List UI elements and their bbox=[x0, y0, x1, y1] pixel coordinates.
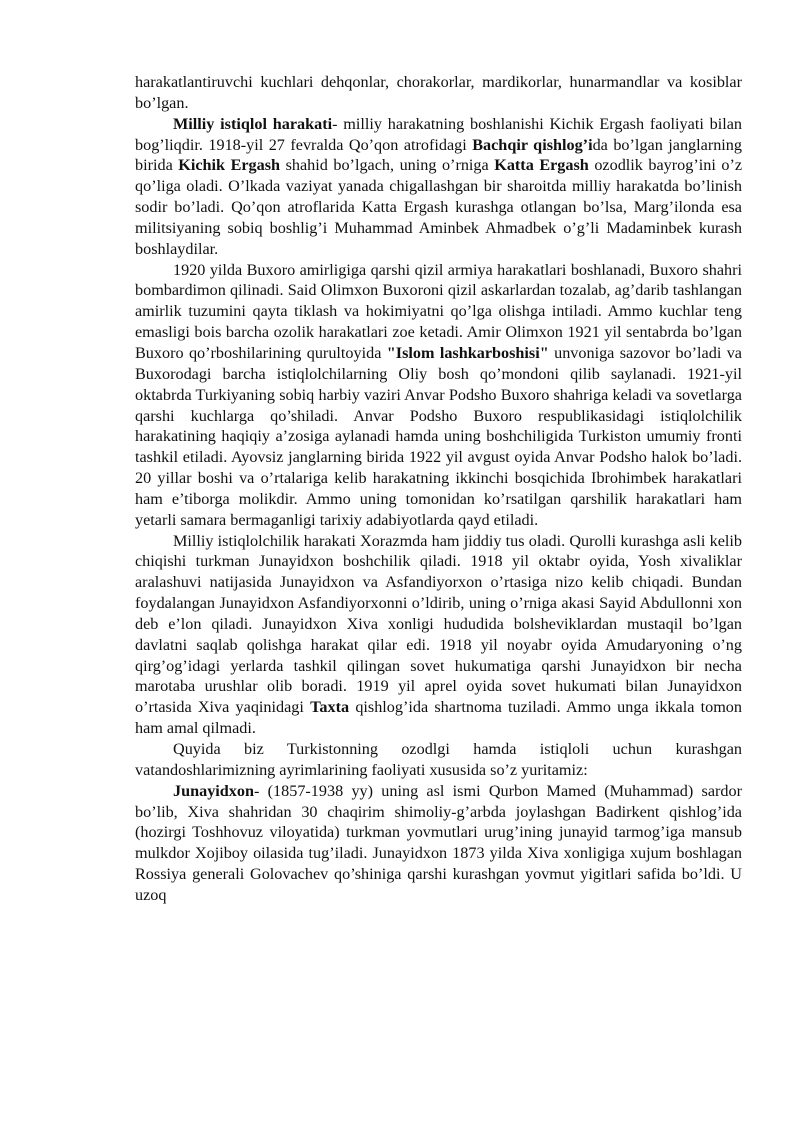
paragraph-text: ozodlik bayrog’ini o’z qo’liga oladi. O’lkada vaziyat yanada chigallashgan bir sharoitda milliy harakatda bo’linish sodir bo’ladi. Qo’qon atroflarida Katta Ergash kurashga otlangan bo’lsa, Marg’ilonda esa militsiyaning sobiq boshlig’i Muhammad Aminbek Ahmadbek o’g’li Madaminbek kurash boshlaydilar. bbox=[135, 156, 743, 258]
paragraph bbox=[135, 739, 742, 781]
paragraph bbox=[135, 781, 742, 906]
paragraph bbox=[135, 531, 742, 739]
bold-term: Kichik Ergash bbox=[178, 156, 281, 175]
bold-term: Milliy istiqlol harakati bbox=[173, 114, 333, 133]
paragraph bbox=[135, 260, 742, 531]
paragraph bbox=[135, 114, 742, 260]
paragraph-text: qishlog’ida shartnoma tuziladi. Ammo unga ikkala tomon ham amal qilmadi. bbox=[135, 698, 742, 738]
bold-term: Taxta bbox=[310, 698, 350, 717]
paragraph-text: da bo’lgan janglarning birida bbox=[135, 135, 742, 175]
paragraph-text: harakatlantiruvchi kuchlari dehqonlar, chorakorlar, mardikorlar, hunarmandlar va kosiblar bo’lgan. bbox=[135, 73, 742, 112]
bold-term: Bachqir qishlog’i bbox=[472, 135, 593, 154]
paragraph-text: - (1857-1938 yy) uning asl ismi Qurbon Mamed (Muhammad) sardor bo’lib, Xiva shahridan 30 chaqirim shimoliy-g’arbda joylashgan Badirkent qishlog’ida (hozirgi Toshhovuz viloyatida) turkman yovmutlari urug’ining junayid tarmog’iga mansub mulkdor Xojiboy oilasida tug’iladi. Junayidxon 1873 yilda Xiva xonligiga xujum boshlagan Rossiya generali Golovachev qo’shiniga qarshi kurashgan yovmut yigitlari safida bo’ldi. U uzoq bbox=[135, 781, 742, 904]
document-body bbox=[135, 72, 742, 906]
bold-term: Junayidxon bbox=[173, 781, 254, 800]
paragraph-text: Quyida biz Turkistonning ozodlgi hamda istiqloli uchun kurashgan vatandoshlarimizning ayrimlarining faoliyati xususida so’z yuritamiz: bbox=[135, 740, 742, 779]
paragraph-text: unvoniga sazovor bo’ladi va Buxorodagi barcha istiqlolchilarning Oliy bosh qo’mondoni qilib saylanadi. 1921-yil oktabrda Turkiyaning sobiq harbiy vaziri Anvar Podsho Buxoro shahriga keladi va sovetlarga qarshi kuchlarga qo’shiladi. Anvar Podsho Buxoro respublikasidagi istiqlolchilik harakatining haqiqiy a’zosiga aylanadi hamda uning boshchiligida Turkiston umumiy fronti tashkil etiladi. Ayovsiz janglarning birida 1922 yil avgust oyida Anvar Podsho halok bo’ladi. 20 yillar boshi va o’rtalariga kelib harakatning ikkinchi bosqichida Ibrohimbek harakatlari ham e’tiborga molikdir. Ammo uning tomonidan ko’rsatilgan qarshilik harakatlari ham yetarli samara bermaganligi tarixiy adabiyotlarda qayd etiladi. bbox=[135, 343, 742, 529]
bold-term: Katta Ergash bbox=[494, 156, 589, 175]
paragraph-text: shahid bo’lgach, uning o’rniga bbox=[280, 156, 495, 175]
paragraph-text: - milliy harakatning boshlanishi Kichik Ergash faoliyati bilan bog’liqdir. 1918-yil 27 fevralda Qo’qon atrofidagi bbox=[135, 114, 742, 154]
bold-term: "Islom lashkarboshisi" bbox=[386, 343, 549, 362]
paragraph bbox=[135, 72, 742, 114]
paragraph-text: 1920 yilda Buxoro amirligiga qarshi qizil armiya harakatlari boshlanadi, Buxoro shahri bombardimon qilinadi. Said Olimxon Buxoroni qizil askarlardan tozalab, ag’darib tashlangan amirlik tuzumini qayta tiklash va hokimiyatni qo’lga olishga intiladi. Ammo kuchlar teng emasligi bois barcha ozolik harakatlari zoe ketadi. Amir Olimxon 1921 yil sentabrda bo’lgan Buxoro qo’rboshilarining qurultoyida bbox=[135, 260, 742, 362]
paragraph-text: Milliy istiqlolchilik harakati Xorazmda ham jiddiy tus oladi. Qurolli kurashga asli kelib chiqishi turkman Junayidxon boshchilik qiladi. 1918 yil oktabr oyida, Yosh xivaliklar aralashuvi natijasida Junayidxon va Asfandiyorxon o’rtasiga nizo kelib chiqadi. Bundan foydalangan Junayidxon Asfandiyorxonni o’ldirib, uning o’rniga akasi Sayid Abdullonni xon deb e’lon qiladi. Junayidxon Xiva xonligi hududida bolsheviklardan mustaqil bo’lgan davlatni saqlab qolishga harakat qilar edi. 1918 yil noyabr oyida Amudaryoning o’ng qirg’og’idagi yerlarda tashkil qilingan sovet hukumatiga qarshi Junayidxon bir necha marotaba urushlar olib boradi. 1919 yil aprel oyida sovet hukumati bilan Junayidxon o’rtasida Xiva yaqinidagi bbox=[135, 531, 742, 717]
